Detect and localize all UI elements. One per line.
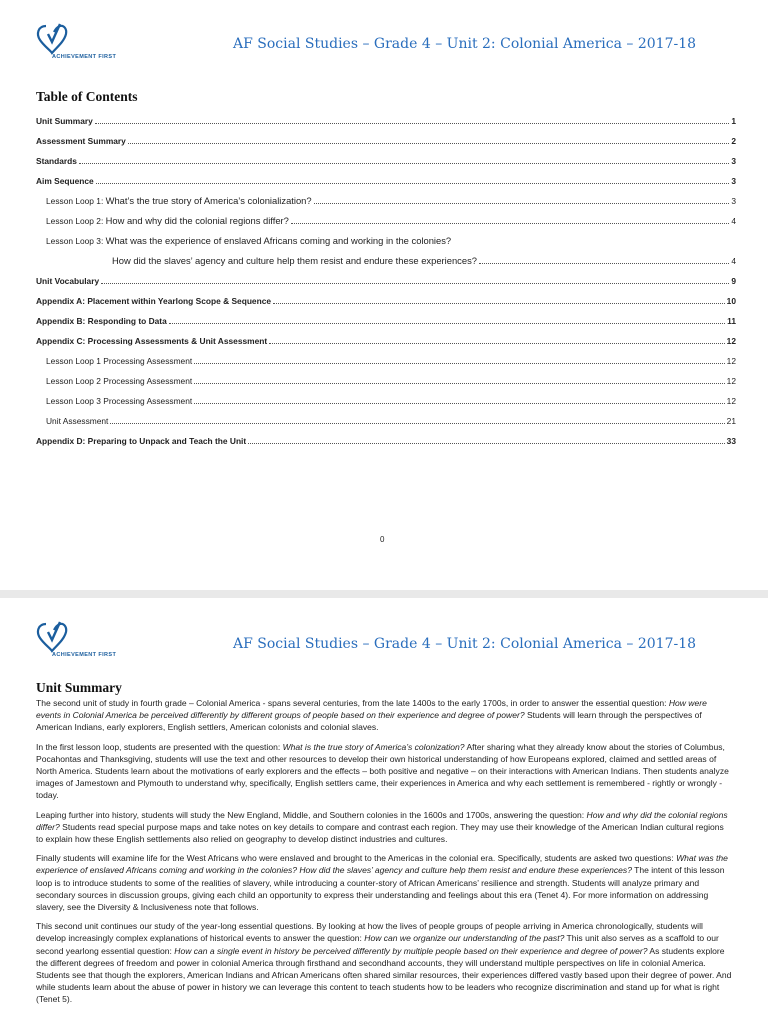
paragraph: This second unit continues our study of the year-long essential questions. By looking at how the lives of people groups of people arriving in America chronologically, students will develop increasingly complex explanations of historical events to answer the question: How can we organize our understanding of the past? This unit also serves as a scaffold to our second yearlong essential question: How can a single event in history be perceived differently by multiple people based on their experience and degree of power? As students explore the different degrees of freedom and power in colonial America through firsthand and secondhand accounts, they will understand multiple perspectives on life in colonial America. Students see that though the explorers, American Indians and African Americans often shared similar resources, their experiences differed vastly based upon their degree of power. And while students learn about the abuse of power in history we can leverage this content to teach students how to be leaders who recognize discrimination and stand up for what is right (Tenet 5). [36,921,732,1005]
toc-item-lesson-loop-3-cont[interactable]: How did the slaves’ agency and culture help them resist and endure these experiences? 4 [112,255,736,266]
brand-name: ACHIEVEMENT FIRST [52,652,117,658]
header-title: AF Social Studies – Grade 4 – Unit 2: Colonial America – 2017-18 [233,36,697,52]
toc-item-ll2-assessment[interactable]: Lesson Loop 2 Processing Assessment 12 [46,376,736,386]
toc-item-appendix-d[interactable]: Appendix D: Preparing to Unpack and Teach the Unit 33 [36,436,736,446]
brand-name: ACHIEVEMENT FIRST [52,54,117,60]
unit-summary-page [0,590,768,1024]
achievement-first-logo [34,20,144,66]
paragraph: Leaping further into history, students will study the New England, Middle, and Southern colonies in the 1600s and 1700s, answering the question: How and why did the colonial regions differ? Students read special purpose maps and take notes on key details to compare and contrast each region. They may use their knowledge of the American Indian cultural regions to explain how these English settlements also relied on geography to develop distinct industries and cultures. [36,809,728,845]
toc-item-lesson-loop-1[interactable]: Lesson Loop 1: What’s the true story of America’s colonialization? 3 [46,195,736,206]
toc-item-unit-summary[interactable]: Unit Summary 1 [36,116,736,126]
toc-item-unit-vocabulary[interactable]: Unit Vocabulary 9 [36,276,736,286]
toc-item-lesson-loop-3[interactable]: Lesson Loop 3: What was the experience of enslaved Africans coming and working in the colonies? [46,235,452,246]
page-number: 0 [380,535,385,544]
toc-item-ll3-assessment[interactable]: Lesson Loop 3 Processing Assessment 12 [46,396,736,406]
section-title: Unit Summary [36,680,122,695]
toc-item-standards[interactable]: Standards 3 [36,156,736,166]
toc-item-aim-sequence[interactable]: Aim Sequence 3 [36,176,736,186]
unit-summary-body [36,697,732,1013]
paragraph: In the first lesson loop, students are presented with the question: What is the true story of America’s colonization? After sharing what they already know about the stories of Columbus, Pocahontas and Thanksgiving, students will use the text and other resources to develop their own historical understanding of how Europeans explored, claimed and settled areas of North America. Students learn about the motivations of early explorers and the effects – both positive and negative – on their interactions with American Indians. Then students analyze images of Jamestown and Plymouth to understand why, specifically, English settlers came, their experiences in America and why each settlement is remembered - rightly or wrongly - today. [36,741,729,801]
header-title: AF Social Studies – Grade 4 – Unit 2: Colonial America – 2017-18 [233,636,697,652]
achievement-first-logo [34,618,144,664]
toc-item-appendix-a[interactable]: Appendix A: Placement within Yearlong Scope & Sequence 10 [36,296,736,306]
toc-item-unit-assessment[interactable]: Unit Assessment 21 [46,416,736,426]
toc-item-ll1-assessment[interactable]: Lesson Loop 1 Processing Assessment 12 [46,356,736,366]
toc-heading: Table of Contents [36,89,138,104]
paragraph: Finally students will examine life for the West Africans who were enslaved and brought to the Americas in the colonial era. Specifically, students are asked two questions: What was the experience of enslaved Africans coming and working in the colonies? How did the slaves’ agency and culture help them resist and endure these experiences? The intent of this lesson loop is to introduce students to some of the realities of slavery, while introducing a counter-story of African Americans’ resilience and strength. Students will analyze primary and secondary sources in discussion groups, giving each child an opportunity to express their understanding and feelings about this era (Tenet 4). For more information on addressing slavery, see the Diversity & Inclusiveness note that follows. [36,853,728,913]
toc-item-lesson-loop-2[interactable]: Lesson Loop 2: How and why did the colonial regions differ? 4 [46,215,736,226]
toc-item-assessment-summary[interactable]: Assessment Summary 2 [36,136,736,146]
table-of-contents [36,106,736,446]
toc-item-appendix-b[interactable]: Appendix B: Responding to Data 11 [36,316,736,326]
paragraph: The second unit of study in fourth grade – Colonial America - spans several centuries, from the late 1400s to the early 1700s, in order to answer the essential question: How were events in Colonial America be perceived differently by different groups of people based on their experience and degree of power? Students will learn through the perspectives of American Indians, early explorers, English settlers, American colonists and colonial slaves. [36,698,707,733]
toc-item-appendix-c[interactable]: Appendix C: Processing Assessments & Unit Assessment 12 [36,336,736,346]
